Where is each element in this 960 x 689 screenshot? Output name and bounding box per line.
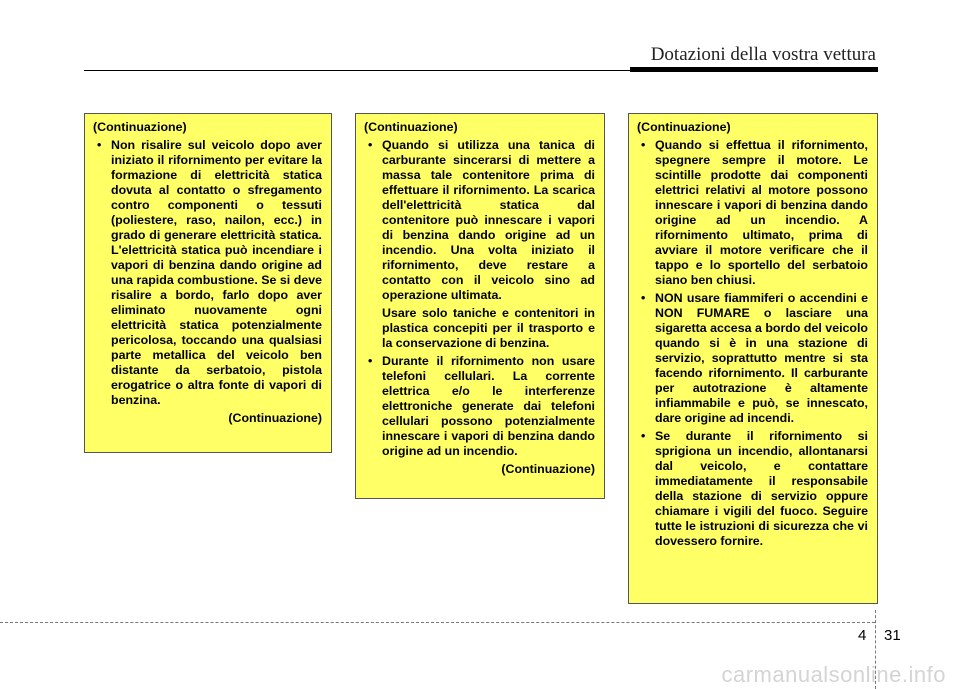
list-item [637, 138, 868, 288]
list-item [637, 429, 868, 549]
bullet-icon: • [368, 354, 373, 368]
list-item-text: Non risalire sul veicolo dopo aver iniziato il rifornimento per evitare la formazione di elettricità statica dovuta al contatto o sfregamento contro componenti o tessuti (poliestere, raso, nailon, ecc.) in grado di generare elettricità statica. L'elettricità statica può incendiare i vapori di benzina dando origine ad una rapida combustione. Se si deve risalire a bordo, farlo dopo aver eliminato nuovamente ogni elettricità statica potenzialmente pericolosa, toccando una qualsiasi parte metallica del veicolo ben distante da serbatoio, pistola erogatrice o altra fonte di vapori di benzina. [111, 138, 322, 407]
continued-bottom-label: (Continuazione) [228, 411, 322, 425]
list-item-text: Se durante il rifornimento si sprigiona un incendio, allontanarsi dal veicolo, e contattare immediatamente il responsabile della stazione di servizio oppure chiamare i vigili del fuoco. Seguire tutte le istruzioni di sicurezza che vi dovessero fornire. [655, 429, 868, 548]
warning-list [637, 138, 868, 549]
continued-top-label: (Continuazione) [364, 120, 458, 134]
list-item [364, 138, 595, 303]
watermark: carmanualsonline.info [721, 662, 946, 687]
warning-list [364, 354, 595, 459]
warning-list [93, 138, 322, 408]
warning-box-3 [628, 113, 878, 604]
chapter-number: 4 [858, 627, 867, 644]
page-header-title: Dotazioni della vostra vettura [650, 44, 876, 65]
bullet-icon: • [97, 138, 102, 152]
footer-dashed-rule [0, 622, 875, 623]
list-item [364, 354, 595, 459]
warning-list [364, 138, 595, 303]
bullet-icon: • [641, 429, 646, 443]
list-item-text: Quando si effettua il rifornimento, spegnere sempre il motore. Le scintille prodotte dai componenti elettrici relativi al motore possono innescare i vapori di benzina dando origine ad un incendio. A rifornimento ultimato, prima di avviare il motore verificare che il tappo e lo sportello del serbatoio siano ben chiusi. [655, 138, 868, 287]
warning-box-2 [355, 113, 605, 499]
bullet-icon: • [641, 138, 646, 152]
continued-bottom-label: (Continuazione) [501, 462, 595, 476]
list-item [93, 138, 322, 408]
bullet-icon: • [368, 138, 373, 152]
header-rule-thick [630, 67, 878, 72]
warning-box-1 [84, 113, 332, 453]
continued-top-label: (Continuazione) [637, 120, 731, 134]
header-rule-thin [84, 70, 634, 71]
list-item-text: NON usare fiammiferi o accendini e NON FUMARE o lasciare una sigaretta accesa a bordo del veicolo quando si è in una stazione di servizio, soprattutto mentre si sta facendo rifornimento. Il carburante per autotrazione è altamente infiammabile e può, se innescato, dare origine ad incendi. [655, 291, 868, 425]
bullet-icon: • [641, 291, 646, 305]
list-item-text: Quando si utilizza una tanica di carburante sincerarsi di mettere a massa tale contenitore prima di effettuare il rifornimento. La scarica dell'elettricità statica dal contenitore può innescare i vapori di benzina dando origine ad un incendio. Una volta iniziato il rifornimento, deve restare a contatto con il veicolo sino ad operazione ultimata. [382, 138, 595, 302]
continued-top-label: (Continuazione) [93, 120, 187, 134]
list-item [637, 291, 868, 426]
page-number: 31 [884, 627, 901, 644]
sub-paragraph: Usare solo taniche e contenitori in plastica concepiti per il trasporto e la conservazione di benzina. [382, 306, 595, 350]
list-item-text: Durante il rifornimento non usare telefoni cellulari. La corrente elettrica e/o le interferenze elettroniche generate dai telefoni cellulari possono potenzialmente innescare i vapori di benzina dando origine ad un incendio. [382, 354, 595, 458]
